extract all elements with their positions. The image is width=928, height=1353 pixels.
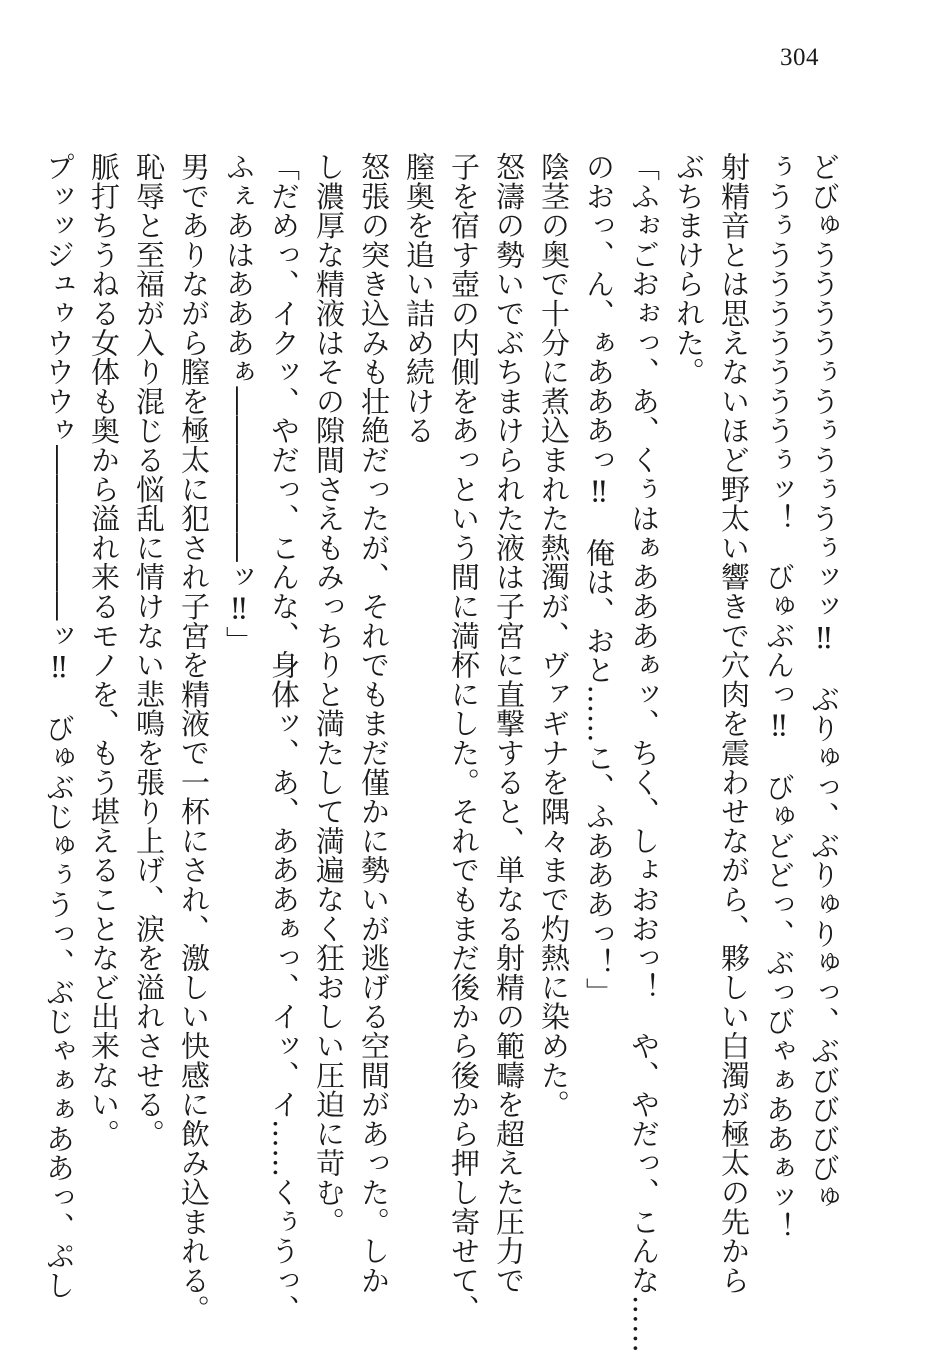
text-line: ぶちまけられた。 — [672, 152, 706, 387]
body-text — [36, 152, 846, 1353]
text-line: 怒張の突き込みも壮絶だったが、それでもまだ僅かに勢いが逃げる空間があった。しか — [357, 152, 391, 1295]
text-line: ぅうぅうううううううぅッ！ びゅぶんっ‼︎ びゅどどっ、ぶっびゃぁああぁッ！ — [762, 152, 796, 1242]
text-line: 怒濤の勢いでぶちまけられた液は子宮に直撃すると、単なる射精の範疇を超えた圧力で — [492, 152, 526, 1295]
text-line: 脈打ちうねる女体も奥から溢れ来るモノを、もう堪えることなど出来ない。 — [87, 152, 121, 1149]
text-line: 男でありながら膣を極太に犯され子宮を精液で一杯にされ、激しい快感に飲み込まれる。 — [177, 152, 211, 1324]
text-line: 射精音とは思えないほど野太い響きで穴肉を震わせながら、夥しい白濁が極太の先から — [717, 152, 751, 1295]
text-line: し濃厚な精液はその隙間さえもみっちりと満たして満遍なく狂おしい圧迫に苛む。 — [312, 152, 346, 1237]
text-line: 「ふぉごおぉっ、あ、くぅはぁあああぁッ、ちく、しょおおっ！ や、やだっ、こんな…… — [627, 152, 661, 1353]
text-line: 「だめっ、イクッ、やだっ、こんな、身体ッ、あ、あああぁっ、イッ、イ……くぅうっ、 — [267, 152, 301, 1324]
text-line: 恥辱と至福が入り混じる悩乱に情けない悲鳴を張り上げ、涙を溢れさせる。 — [132, 152, 166, 1149]
text-line: のおっ、ん、ぁあああっ‼︎ 俺は、おと……こ、ふあああっ！」 — [582, 152, 616, 1007]
text-line: ふぇあはあああぁ――――――ッ‼︎」 — [222, 152, 256, 656]
text-line: 膣奥を追い詰め続ける — [402, 152, 436, 445]
text-line: どびゅううううぅうぅうぅうぅッッ‼︎ ぶりゅっ、ぶりゅりゅっ、ぶびびびびゅ — [807, 152, 841, 1212]
page-number: 304 — [780, 44, 819, 71]
text-line: プッッジュゥウウウゥ――――――ッ‼︎ びゅぶじゅぅうっ、ぶじゃぁぁああっ、ぷし — [42, 152, 76, 1300]
text-line: 子を宿す壺の内側をあっという間に満杯にした。それでもまだ後から後から押し寄せて、 — [447, 152, 481, 1324]
text-line: 陰茎の奥で十分に煮込まれた熱濁が、ヴァギナを隅々まで灼熱に染めた。 — [537, 152, 571, 1119]
